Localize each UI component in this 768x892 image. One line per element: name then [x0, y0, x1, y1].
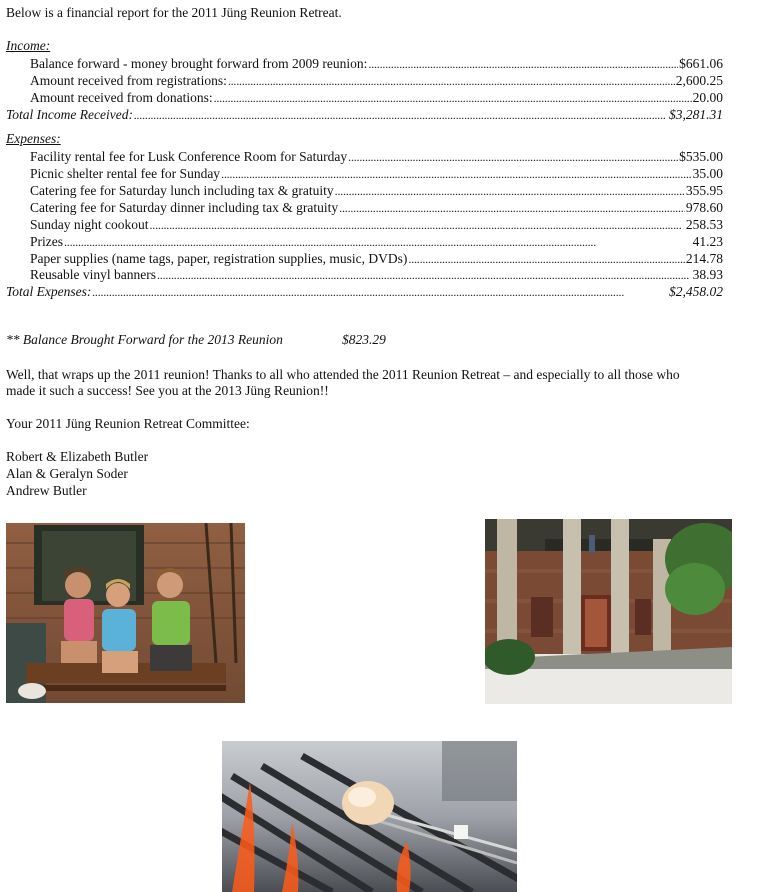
leader-dots: [335, 182, 685, 200]
committee-title: Your 2011 Jüng Reunion Retreat Committee:: [6, 416, 250, 431]
expense-item-amount: 258.53: [685, 217, 723, 232]
expense-item-label: Paper supplies (name tags, paper, registration supplies, music, DVDs): [30, 251, 408, 266]
closing-line-1: Well, that wraps up the 2011 reunion! Thanks to all who attended the 2011 Reunion Retreat – and especially to all those who: [6, 367, 680, 382]
expense-item-label: Catering fee for Saturday dinner including tax & gratuity: [30, 200, 339, 215]
committee-member: Robert & Elizabeth Butler: [6, 449, 149, 464]
expense-row: [30, 266, 723, 283]
income-row: [30, 55, 723, 72]
income-item-amount: 2,600.25: [675, 73, 723, 88]
expense-item-label: Prizes: [30, 234, 63, 249]
balance-label: ** Balance Brought Forward for the 2013 Reunion: [6, 332, 283, 347]
expense-row: [30, 216, 723, 233]
expense-item-amount: 38.93: [692, 267, 723, 282]
photo-kids-on-swing: [6, 523, 245, 703]
income-heading: Income:: [6, 38, 51, 53]
income-total-label: Total Income Received:: [6, 107, 133, 122]
committee-member: Alan & Geralyn Soder: [6, 466, 128, 481]
closing-line-2: made it such a success! See you at the 2013 Jüng Reunion!!: [6, 383, 329, 398]
expense-item-label: Sunday night cookout: [30, 217, 149, 232]
income-total-row: [6, 106, 723, 123]
expenses-heading: Expenses:: [6, 131, 61, 146]
expense-item-amount: 35.00: [692, 166, 723, 181]
expense-total-row: [6, 283, 723, 300]
photo-building-entrance: [485, 519, 732, 704]
expense-total-label: Total Expenses:: [6, 284, 92, 299]
expense-item-amount: $535.00: [679, 149, 723, 164]
expense-row: [30, 182, 723, 199]
expense-row: [30, 250, 723, 267]
income-row: [30, 89, 723, 106]
expense-row: [30, 148, 723, 165]
expense-row: [30, 233, 723, 250]
expense-row: [30, 199, 723, 216]
income-item-amount: $661.06: [679, 56, 723, 71]
committee-member: Andrew Butler: [6, 483, 87, 498]
income-item-amount: 20.00: [692, 90, 723, 105]
leader-dots: [339, 199, 685, 217]
expense-total-amount: $2,458.02: [669, 284, 723, 299]
income-row: [30, 72, 723, 89]
leader-dots: [228, 72, 675, 90]
leader-dots: [368, 55, 678, 73]
expense-item-label: Picnic shelter rental fee for Sunday: [30, 166, 221, 181]
leader-dots: [64, 233, 692, 251]
income-item-label: Amount received from registrations:: [30, 73, 227, 88]
income-total-amount: $3,281.31: [669, 107, 723, 122]
expense-item-label: Catering fee for Saturday lunch including tax & gratuity: [30, 183, 334, 198]
leader-dots: [150, 216, 685, 234]
photo-marshmallow-grill: [222, 741, 517, 892]
expense-item-label: Reusable vinyl banners: [30, 267, 156, 282]
expense-item-label: Facility rental fee for Lusk Conference Room for Saturday: [30, 149, 348, 164]
leader-dots: [92, 283, 668, 301]
balance-amount: $823.29: [342, 332, 386, 347]
expense-item-amount: 978.60: [685, 200, 723, 215]
income-item-label: Amount received from donations:: [30, 90, 213, 105]
leader-dots: [134, 106, 668, 124]
expense-row: [30, 165, 723, 182]
expense-item-amount: 41.23: [692, 234, 723, 249]
expense-item-amount: 214.78: [685, 251, 723, 266]
report-intro: Below is a financial report for the 2011 Jüng Reunion Retreat.: [6, 5, 342, 20]
income-item-label: Balance forward - money brought forward from 2009 reunion:: [30, 56, 368, 71]
expense-item-amount: 355.95: [685, 183, 723, 198]
leader-dots: [157, 266, 692, 284]
leader-dots: [214, 89, 692, 107]
leader-dots: [348, 148, 678, 166]
leader-dots: [221, 165, 692, 183]
